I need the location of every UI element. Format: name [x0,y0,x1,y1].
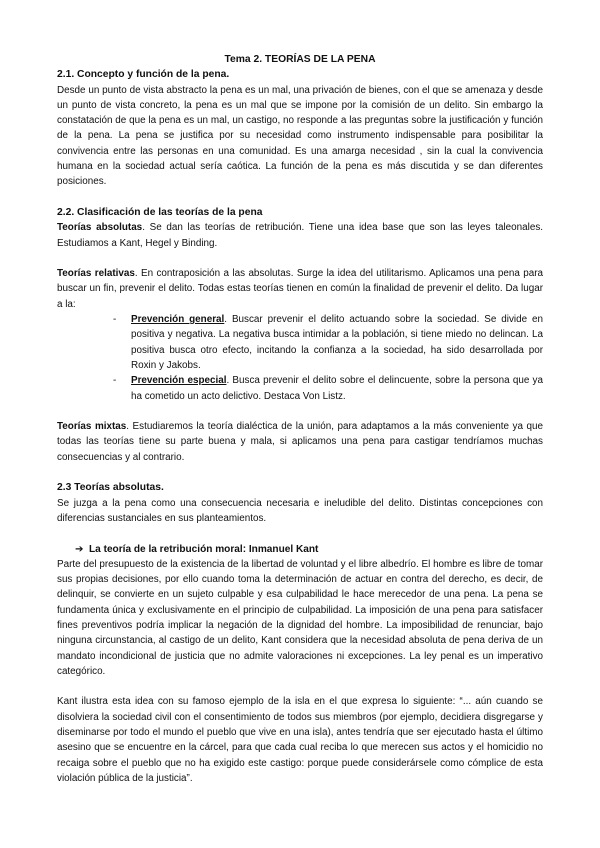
arrow-right-icon: ➔ [75,543,84,555]
section-2-1-body: Desde un punto de vista abstracto la pena es un mal, una privación de bienes, con el que se amenaza y desde un punto de vista concreto, la pena es un mal que se impone por la comisión de un delito. Sin embargo la constatación de que la pena es un mal, un castigo, no responde a las preguntas sobre la justificación y función de la pena. La pena se justifica por su necesidad como instrumento indispensable para posibilitar la convivencia entre las personas en una comunidad. Es una amarga necesidad , sin la cual la convivencia humana en la sociedad actual sería caótica. La función de la pena es más discutida y se dan diferentes posiciones. [57,84,543,188]
relative-theories-label: Teorías relativas [57,268,135,280]
prevention-list [57,312,543,404]
relative-theories-paragraph [57,266,543,312]
section-2-3-body: Se juzga a la pena como una consecuencia necesaria e ineludible del delito. Distintas concepciones con diferencias sustanciales en sus planteamientos. [57,497,543,524]
mixed-theories-label: Teorías mixtas [57,421,127,433]
general-prevention-text: . Buscar prevenir el delito actuando sobre la sociedad. Se divide en positiva y negativa. La negativa busca intimidar a la población, si tiene miedo no delincan. La positiva busca otro efecto, incitando la confianza a la sociedad, ha sido desarrollada por Roxin y Jakobs. [131,314,544,371]
section-2-2-heading: 2.2. Clasificación de las teorías de la pena [57,206,263,218]
special-prevention-label: Prevención especial [131,375,227,387]
absolute-theories-text: . Se dan las teorías de retribución. Tiene una idea base que son las leyes taleonales. Estudiamos a Kant, Hegel y Binding. [57,222,544,249]
kant-paragraph-1: Parte del presupuesto de la existencia de la libertad de voluntad y el libre albedrío. El hombre es libre de tomar sus propias decisiones, por ello cuando toma la determinación de actuar en contra del derecho, es decir, de delinquir, se convierte en un sujeto culpable y esa culpabilidad le hace merecedor de una pena. La pena se fundamenta única y exclusivamente en el principio de culpabilidad. La imposición de una pena para satisfacer fines preventivos podría implicar la negación de la dignidad del hombre. La imposibilidad de renunciar, bajo ninguna circunstancia, al castigo de un delito, Kant considera que la necesidad absoluta de pena deriva de un mandato incondicional de justicia que no admite valoraciones ni excepciones. La ley penal es un imperativo categórico. [57,558,543,677]
list-item [57,373,543,404]
absolute-theories-label: Teorías absolutas [57,222,143,234]
document-page [57,52,543,786]
relative-theories-text: . En contraposición a las absolutas. Surge la idea del utilitarismo. Aplicamos una pena para buscar un fin, prevenir el delito. Todas estas teorías tienen en común la finalidad de prevenir el delito. Da lugar a la: [57,268,544,310]
kant-paragraph-2: Kant ilustra esta idea con su famoso ejemplo de la isla en el que expresa lo siguiente: “... aún cuando se disolviera la sociedad civil con el consentimiento de todos sus miembros (por ejemplo, decidiera disgregarse y diseminarse por todo el mundo el pueblo que vive en una isla), antes tendría que ser ejecutado hasta el último asesino que se encuentre en la cárcel, para que cada cual reciba lo que merecen sus actos y el homicidio no recaiga sobre el pueblo que no ha exigido este castigo: porque puede considerársele como cómplice de esta violación pública de la justicia”. [57,696,543,784]
kant-subheading [57,542,543,557]
list-marker: - [113,314,117,326]
section-2-3-heading: 2.3 Teorías absolutas. [57,482,164,494]
list-marker: - [113,375,117,387]
document-title: Tema 2. TEORÍAS DE LA PENA [224,54,376,65]
general-prevention-label: Prevención general [131,314,225,326]
section-2-1-heading: 2.1. Concepto y función de la pena. [57,69,230,81]
kant-subheading-text: La teoría de la retribución moral: Inmanuel Kant [89,543,319,555]
absolute-theories-paragraph [57,220,543,251]
mixed-theories-text: . Estudiaremos la teoría dialéctica de la unión, para adaptamos a la más conveniente ya que todas las teorías tiene su parte buena y mala, si aplicamos una pena para castigar tendríamos muchas consecuencias y al contrario. [57,421,543,463]
mixed-theories-paragraph [57,419,543,465]
special-prevention-text: . Busca prevenir el delito sobre el delincuente, sobre la persona que ya ha cometido un acto delictivo. Destaca Von Listz. [131,375,543,402]
list-item [57,312,543,373]
